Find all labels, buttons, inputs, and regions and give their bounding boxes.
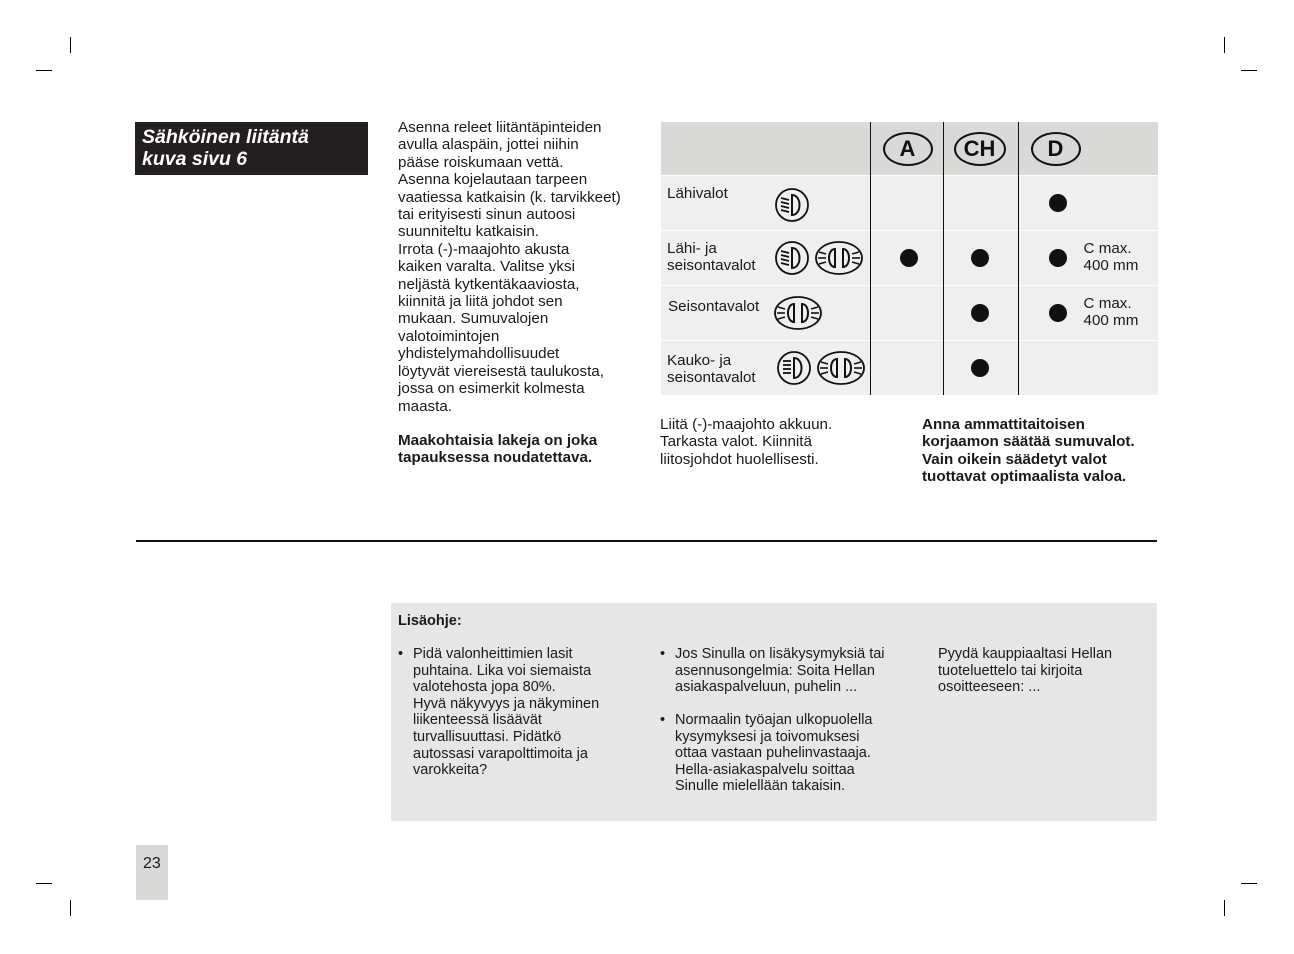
row-label-text: Kauko- ja	[667, 352, 732, 369]
row-label	[667, 186, 728, 203]
row-label	[667, 241, 756, 274]
note-line: Tarkasta valot. Kiinnitä	[660, 433, 812, 451]
intro-line: mukaan. Sumuvalojen	[398, 310, 549, 328]
extra-line: tuoteluettelo tai kirjoita	[938, 662, 1083, 679]
intro-line: löytyvät viereisestä taulukosta,	[398, 362, 604, 380]
extra-bullet	[660, 712, 910, 795]
extra-line: asennusongelmia: Soita Hellan	[675, 662, 875, 679]
adjustment-note	[922, 416, 1172, 486]
extra-bullet	[398, 646, 638, 779]
extra-line: Pidä valonheittimien lasit	[413, 646, 573, 662]
crop-mark	[1224, 900, 1225, 916]
row-note-line: 400 mm	[1083, 311, 1139, 329]
parking-light-icon	[816, 350, 866, 386]
row-note	[1084, 241, 1139, 274]
intro-line: neljästä kytkentäkaaviosta,	[398, 275, 580, 293]
intro-line: avulla alaspäin, jottei niihin	[398, 136, 579, 154]
extra-line: Sinulle mielellään takaisin.	[675, 778, 846, 795]
row-label-text: Lähi- ja	[667, 240, 717, 257]
page-number-box	[136, 845, 168, 900]
marker-dot	[1049, 304, 1067, 322]
crop-mark	[70, 900, 71, 916]
table-row	[661, 176, 1158, 231]
note-line: korjaamon säätää sumuvalot.	[922, 433, 1135, 451]
section-title-line2: kuva sivu 6	[142, 148, 248, 170]
crop-mark	[1241, 883, 1257, 884]
country-header-a	[870, 122, 943, 176]
row-label-text: seisontavalot	[667, 368, 756, 386]
extra-line: valotehosta jopa 80%.	[413, 679, 556, 696]
country-header-d	[1018, 122, 1158, 176]
bullet-icon: •	[398, 646, 404, 662]
crop-mark	[36, 883, 52, 884]
light-function-table	[661, 122, 1158, 395]
section-divider	[136, 540, 1157, 542]
extra-line: Normaalin työajan ulkopuolella	[675, 712, 873, 728]
intro-bold-line: tapauksessa noudatettava.	[398, 449, 593, 467]
row-label-cell	[661, 176, 870, 231]
cell-a	[870, 231, 943, 286]
intro-line: Asenna kojelautaan tarpeen	[398, 171, 588, 189]
extra-catalog-note	[938, 646, 1148, 696]
row-label-cell	[661, 341, 870, 396]
intro-line: jossa on esimerkit kolmesta	[398, 380, 585, 398]
section-title-line1: Sähköinen liitäntä	[142, 126, 309, 148]
intro-line: maasta.	[398, 397, 453, 415]
note-line: liitosjohdot huolellisesti.	[660, 450, 819, 468]
extra-heading: Lisäohje:	[398, 613, 462, 629]
row-icons	[774, 240, 864, 276]
cell-ch	[943, 286, 1018, 341]
row-note-line: C max.	[1083, 240, 1132, 257]
extra-instructions-box	[391, 603, 1157, 821]
cell-a	[870, 176, 943, 231]
note-line: Vain oikein säädetyt valot	[922, 450, 1107, 468]
cell-d	[1018, 176, 1158, 231]
page-number: 23	[143, 855, 161, 872]
row-icons	[776, 350, 866, 386]
row-label	[668, 299, 759, 316]
intro-line: kiinnitä ja liitä johdot sen	[398, 293, 563, 311]
marker-dot	[1049, 194, 1067, 212]
crop-mark	[70, 37, 71, 53]
row-note-line: 400 mm	[1083, 256, 1139, 274]
row-icons	[773, 295, 823, 331]
country-header-ch	[943, 122, 1018, 176]
cell-ch	[943, 176, 1018, 231]
row-note-line: C max.	[1083, 295, 1132, 312]
extra-line: kysymyksesi ja toivomuksesi	[675, 728, 860, 745]
cell-d	[1018, 341, 1158, 396]
crop-mark	[36, 70, 52, 71]
extra-line: puhtaina. Lika voi siemaista	[413, 662, 592, 679]
section-title	[135, 122, 368, 175]
low-beam-icon	[774, 240, 810, 276]
marker-dot	[971, 304, 989, 322]
note-line: Liitä (-)-maajohto akkuun.	[660, 416, 833, 433]
intro-line: kaiken varalta. Valitse yksi	[398, 258, 575, 276]
table-row	[661, 231, 1158, 286]
cell-a	[870, 286, 943, 341]
parking-light-icon	[814, 240, 864, 276]
intro-line: vaatiessa katkaisin (k. tarvikkeet)	[398, 188, 621, 206]
extra-line: osoitteeseen: ...	[938, 679, 1041, 696]
extra-line: Hyvä näkyvyys ja näkyminen	[413, 695, 600, 712]
extra-bullet	[660, 646, 910, 696]
extra-line: Pyydä kauppiaaltasi Hellan	[938, 646, 1113, 662]
table-row	[661, 286, 1158, 341]
intro-line: pääse roiskumaan vettä.	[398, 153, 564, 171]
connection-note	[660, 416, 900, 468]
intro-line: suunniteltu katkaisin.	[398, 223, 539, 241]
extra-line: Jos Sinulla on lisäkysymyksiä tai	[675, 646, 885, 662]
cell-ch	[943, 341, 1018, 396]
table-row	[661, 341, 1158, 396]
marker-dot	[971, 249, 989, 267]
row-label-text: seisontavalot	[667, 256, 756, 274]
bullet-icon: •	[660, 646, 666, 662]
extra-line: ottaa vastaan puhelinvastaaja.	[675, 745, 871, 762]
extra-line: asiakaspalveluun, puhelin ...	[675, 679, 858, 696]
marker-dot	[971, 359, 989, 377]
bullet-icon: •	[660, 712, 666, 728]
row-label-cell	[661, 231, 870, 286]
extra-line: turvallisuuttasi. Pidätkö	[413, 728, 562, 745]
marker-dot	[900, 249, 918, 267]
cell-d	[1018, 286, 1158, 341]
intro-bold-line: Maakohtaisia lakeja on joka	[398, 431, 598, 449]
intro-line: valotoimintojen	[398, 327, 500, 345]
row-label-cell	[661, 286, 870, 341]
row-label-text: Lähivalot	[667, 185, 728, 202]
intro-line: tai erityisesti sinun autoosi	[398, 206, 576, 224]
crop-mark	[1241, 70, 1257, 71]
low-beam-icon	[774, 187, 810, 223]
country-badge-ch: CH	[954, 132, 1006, 166]
cell-d	[1018, 231, 1158, 286]
parking-light-icon	[773, 295, 823, 331]
extra-line: Hella-asiakaspalvelu soittaa	[675, 761, 855, 778]
extra-line: varokkeita?	[413, 762, 488, 779]
cell-ch	[943, 231, 1018, 286]
table-header-empty	[661, 122, 870, 176]
row-label-text: Seisontavalot	[668, 298, 760, 315]
high-beam-icon	[776, 350, 812, 386]
country-badge-d: D	[1031, 132, 1081, 166]
row-label	[667, 353, 756, 386]
intro-line: Irrota (-)-maajohto akusta	[398, 240, 570, 258]
row-icons	[774, 187, 810, 223]
intro-line: Asenna releet liitäntäpinteiden	[398, 119, 602, 136]
intro-line: yhdistelymahdollisuudet	[398, 345, 560, 363]
marker-dot	[1049, 249, 1067, 267]
country-badge-a: A	[883, 132, 933, 166]
crop-mark	[1224, 37, 1225, 53]
extra-line: liikenteessä lisäävät	[413, 712, 542, 729]
intro-paragraph	[398, 119, 648, 467]
table-header-row	[661, 122, 1158, 176]
note-line: Anna ammattitaitoisen	[922, 416, 1085, 433]
note-line: tuottavat optimaalista valoa.	[922, 468, 1127, 486]
cell-a	[870, 341, 943, 396]
extra-line: autossasi varapolttimoita ja	[413, 745, 588, 762]
row-note	[1084, 296, 1139, 329]
